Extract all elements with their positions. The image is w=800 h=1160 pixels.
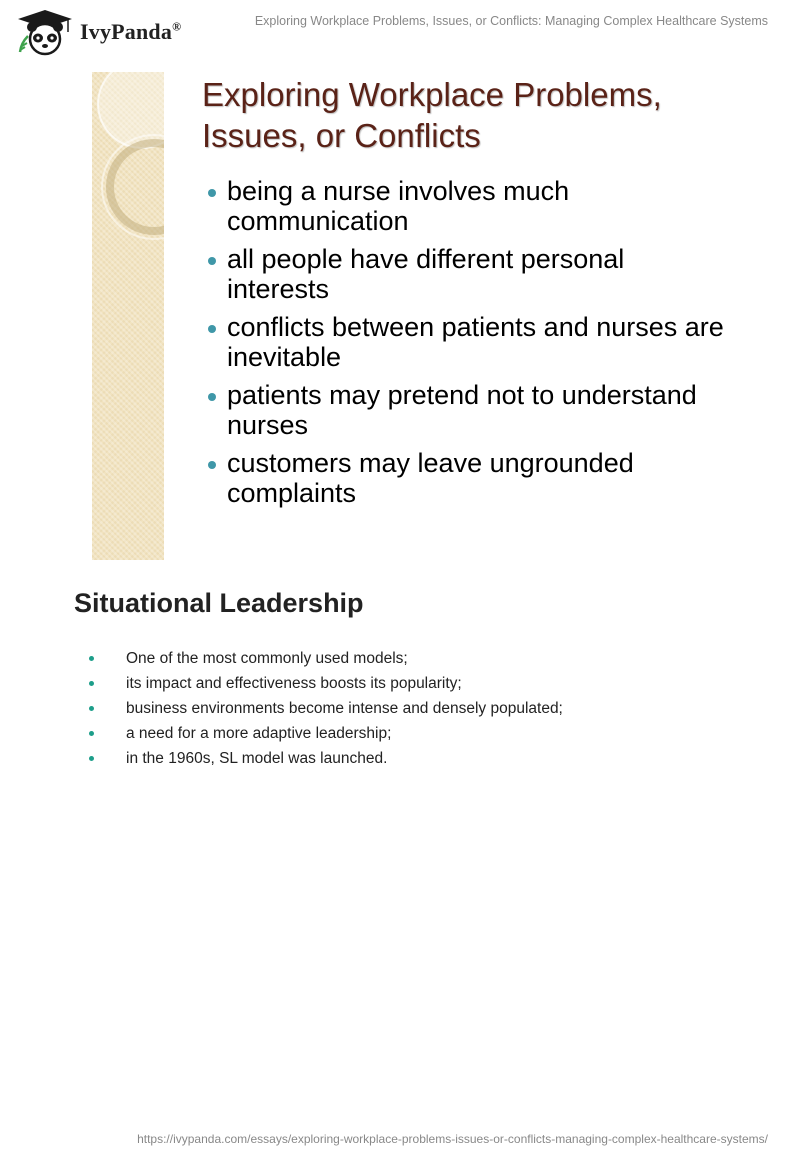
slide-image	[92, 72, 732, 560]
slide-title: Exploring Workplace Problems, Issues, or Conflicts	[202, 76, 662, 154]
bullet-dot-icon	[208, 189, 216, 197]
list-item-text: its impact and effectiveness boosts its popularity;	[126, 675, 462, 692]
list-item	[88, 671, 563, 696]
panda-graduate-icon	[16, 8, 74, 56]
section-heading: Situational Leadership	[74, 588, 364, 618]
footer-source-url[interactable]: https://ivypanda.com/essays/exploring-workplace-problems-issues-or-conflicts-managing-complex-healthcare-systems/	[137, 1132, 768, 1146]
slide-bullet-item	[208, 176, 728, 236]
list-item-text: a need for a more adaptive leadership;	[126, 725, 392, 742]
list-item-text: One of the most commonly used models;	[126, 650, 408, 667]
bullet-dot-icon	[89, 731, 94, 736]
bullet-dot-icon	[208, 257, 216, 265]
list-item	[88, 721, 563, 746]
list-item-text: in the 1960s, SL model was launched.	[126, 750, 388, 767]
bullet-dot-icon	[89, 681, 94, 686]
summary-bullet-list	[88, 646, 563, 771]
registered-mark: ®	[172, 19, 182, 34]
document-title: Exploring Workplace Problems, Issues, or Conflicts: Managing Complex Healthcare Systems	[254, 14, 768, 28]
list-item-text: business environments become intense and densely populated;	[126, 700, 563, 717]
bullet-dot-icon	[89, 706, 94, 711]
list-item	[88, 696, 563, 721]
list-item	[88, 746, 563, 771]
slide-decorative-strip	[92, 72, 164, 560]
slide-bullet-text: conflicts between patients and nurses are inevitable	[227, 312, 724, 372]
slide-bullet-item	[208, 448, 728, 508]
bullet-dot-icon	[89, 656, 94, 661]
slide-bullet-text: being a nurse involves much communication	[227, 176, 570, 236]
ivypanda-logo[interactable]	[16, 8, 181, 56]
slide-bullet-list	[208, 176, 728, 516]
slide-bullet-item	[208, 244, 728, 304]
slide-bullet-text: all people have different personal interests	[227, 244, 625, 304]
logo-wordmark: IvyPanda®	[80, 19, 182, 44]
bullet-dot-icon	[208, 325, 216, 333]
bullet-dot-icon	[208, 393, 216, 401]
slide-bullet-text: patients may pretend not to understand nurses	[227, 380, 697, 440]
slide-bullet-item	[208, 312, 728, 372]
slide-bullet-item	[208, 380, 728, 440]
list-item	[88, 646, 563, 671]
bullet-dot-icon	[89, 756, 94, 761]
bullet-dot-icon	[208, 461, 216, 469]
slide-bullet-text: customers may leave ungrounded complaints	[227, 448, 634, 508]
